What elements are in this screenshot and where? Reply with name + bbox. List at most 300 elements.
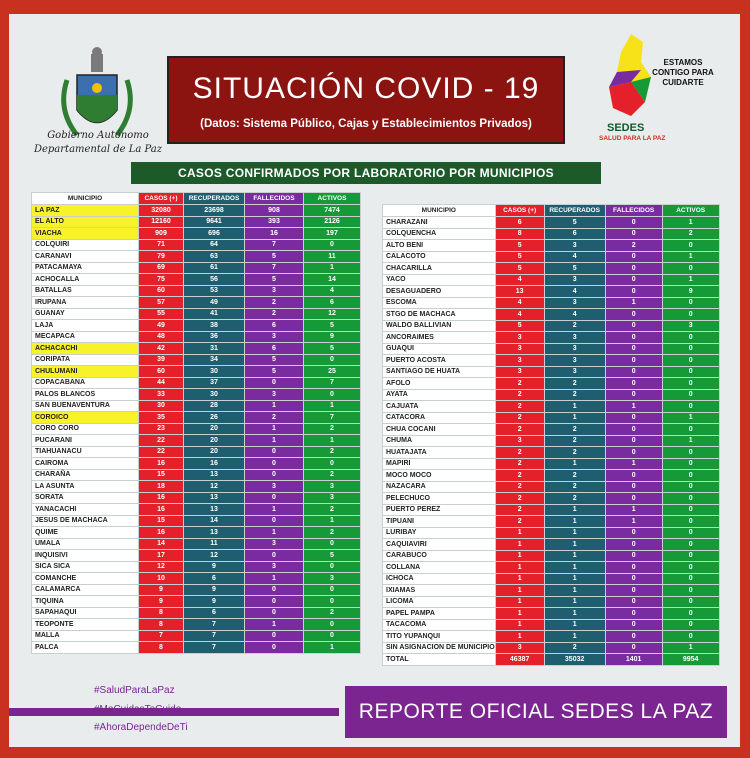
casos-cell: 3	[495, 642, 544, 654]
municipio-cell: LURIBAY	[383, 527, 496, 539]
casos-cell: 32080	[139, 205, 184, 217]
activos-cell: 0	[662, 493, 719, 505]
fallecidos-cell: 0	[245, 377, 304, 389]
municipio-cell: PALOS BLANCOS	[32, 389, 139, 401]
municipio-cell: HUATAJATA	[383, 447, 496, 459]
recuperados-cell: 5	[544, 217, 605, 229]
municipio-cell: QUIME	[32, 527, 139, 539]
section-title: CASOS CONFIRMADOS POR LABORATORIO POR MUNICIPIOS	[131, 162, 601, 184]
activos-cell: 1	[304, 435, 361, 447]
fallecidos-cell: 0	[245, 596, 304, 608]
table-row	[32, 343, 361, 355]
table-row	[383, 585, 720, 597]
municipio-cell: DESAGUADERO	[383, 286, 496, 298]
table-row	[383, 412, 720, 424]
table-row	[32, 515, 361, 527]
municipio-cell: TEOPONTE	[32, 619, 139, 631]
table-row	[383, 217, 720, 229]
municipio-cell: GUANAY	[32, 308, 139, 320]
fallecidos-cell: 1	[605, 504, 662, 516]
casos-cell: 8	[495, 228, 544, 240]
activos-cell: 0	[662, 516, 719, 528]
recuperados-cell: 3	[544, 355, 605, 367]
recuperados-cell: 1	[544, 573, 605, 585]
fallecidos-cell: 393	[245, 216, 304, 228]
casos-cell: 2	[495, 458, 544, 470]
recuperados-cell: 1	[544, 401, 605, 413]
table-row	[383, 274, 720, 286]
activos-cell: 1	[662, 642, 719, 654]
table-row	[383, 642, 720, 654]
recuperados-cell: 3	[544, 332, 605, 344]
activos-cell: 9954	[662, 654, 719, 666]
casos-cell: 16	[139, 527, 184, 539]
fallecidos-cell: 1	[245, 400, 304, 412]
activos-cell: 0	[662, 631, 719, 643]
casos-cell: 79	[139, 251, 184, 263]
casos-cell: 1	[495, 596, 544, 608]
table-row	[383, 447, 720, 459]
municipio-cell: COPACABANA	[32, 377, 139, 389]
fallecidos-cell: 2	[245, 412, 304, 424]
municipio-cell: CHACARILLA	[383, 263, 496, 275]
casos-cell: 22	[139, 446, 184, 458]
table-row	[383, 366, 720, 378]
casos-cell: 60	[139, 285, 184, 297]
fallecidos-cell: 0	[605, 596, 662, 608]
crest-caption-2: Departamental de La Paz	[33, 144, 163, 155]
municipio-cell: ACHACACHI	[32, 343, 139, 355]
activos-cell: 0	[662, 562, 719, 574]
recuperados-cell: 64	[184, 239, 245, 251]
recuperados-cell: 56	[184, 274, 245, 286]
activos-cell: 3	[304, 481, 361, 493]
recuperados-cell: 1	[544, 527, 605, 539]
recuperados-cell: 1	[544, 412, 605, 424]
municipio-cell: PUERTO ACOSTA	[383, 355, 496, 367]
recuperados-cell: 35032	[544, 654, 605, 666]
table-row	[383, 539, 720, 551]
fallecidos-cell: 0	[245, 630, 304, 642]
casos-cell: 2	[495, 412, 544, 424]
recuperados-cell: 7	[184, 642, 245, 654]
casos-cell: 7	[139, 630, 184, 642]
municipio-cell: YACO	[383, 274, 496, 286]
fallecidos-cell: 0	[605, 274, 662, 286]
municipio-cell: LA PAZ	[32, 205, 139, 217]
activos-cell: 1	[304, 262, 361, 274]
casos-cell: 3	[495, 435, 544, 447]
activos-cell: 1	[304, 400, 361, 412]
table-row	[32, 550, 361, 562]
activos-cell: 5	[304, 550, 361, 562]
fallecidos-cell: 6	[245, 320, 304, 332]
casos-cell: 23	[139, 423, 184, 435]
municipio-cell: LICOMA	[383, 596, 496, 608]
recuperados-cell: 6	[544, 228, 605, 240]
municipio-cell: STGO DE MACHACA	[383, 309, 496, 321]
casos-cell: 60	[139, 366, 184, 378]
recuperados-cell: 2	[544, 389, 605, 401]
recuperados-cell: 63	[184, 251, 245, 263]
table-row	[383, 251, 720, 263]
fallecidos-cell: 0	[605, 309, 662, 321]
table-row	[383, 343, 720, 355]
activos-cell: 2	[304, 423, 361, 435]
fallecidos-cell: 0	[605, 263, 662, 275]
recuperados-cell: 6	[184, 607, 245, 619]
casos-cell: 16	[139, 458, 184, 470]
municipio-cell: MAPIRI	[383, 458, 496, 470]
sedes-logo	[597, 32, 737, 152]
recuperados-cell: 5	[544, 263, 605, 275]
casos-cell: 39	[139, 354, 184, 366]
casos-cell: 9	[139, 584, 184, 596]
fallecidos-cell: 0	[605, 470, 662, 482]
recuperados-cell: 9	[184, 561, 245, 573]
table-row	[32, 239, 361, 251]
activos-cell: 0	[662, 619, 719, 631]
recuperados-cell: 2	[544, 424, 605, 436]
fallecidos-cell: 0	[605, 539, 662, 551]
municipio-cell: CAJUATA	[383, 401, 496, 413]
municipio-cell: CALACOTO	[383, 251, 496, 263]
municipio-cell: IXIAMAS	[383, 585, 496, 597]
table-row	[383, 608, 720, 620]
recuperados-cell: 1	[544, 585, 605, 597]
municipio-cell: UMALA	[32, 538, 139, 550]
activos-cell: 0	[662, 550, 719, 562]
table-row	[32, 251, 361, 263]
recuperados-cell: 3	[544, 366, 605, 378]
table-row	[32, 423, 361, 435]
municipio-cell: LAJA	[32, 320, 139, 332]
casos-cell: 2	[495, 401, 544, 413]
casos-cell: 4	[495, 297, 544, 309]
fallecidos-cell: 3	[245, 389, 304, 401]
table-row	[32, 458, 361, 470]
fallecidos-cell: 1	[245, 435, 304, 447]
casos-cell: 8	[139, 607, 184, 619]
casos-cell: 13	[495, 286, 544, 298]
municipio-cell: CAQUIAVIRI	[383, 539, 496, 551]
activos-cell: 0	[304, 538, 361, 550]
table-row	[383, 573, 720, 585]
table-row	[383, 297, 720, 309]
fallecidos-cell: 1	[245, 504, 304, 516]
left-table	[31, 192, 361, 654]
recuperados-cell: 12	[184, 481, 245, 493]
title-box	[167, 56, 565, 144]
recuperados-cell: 3	[544, 343, 605, 355]
recuperados-cell: 1	[544, 619, 605, 631]
municipio-cell: JESUS DE MACHACA	[32, 515, 139, 527]
casos-cell: 3	[495, 355, 544, 367]
fallecidos-cell: 0	[605, 217, 662, 229]
table-row	[32, 573, 361, 585]
casos-cell: 3	[495, 332, 544, 344]
recuperados-cell: 1	[544, 458, 605, 470]
fallecidos-cell: 0	[605, 332, 662, 344]
col-casos: CASOS (+)	[139, 193, 184, 205]
activos-cell: 1	[662, 274, 719, 286]
activos-cell: 0	[662, 309, 719, 321]
casos-cell: 42	[139, 343, 184, 355]
recuperados-cell: 2	[544, 470, 605, 482]
municipio-cell: TIQUINA	[32, 596, 139, 608]
fallecidos-cell: 2	[605, 240, 662, 252]
activos-cell: 0	[662, 424, 719, 436]
fallecidos-cell: 0	[605, 412, 662, 424]
fallecidos-cell: 1401	[605, 654, 662, 666]
col-municipio: MUNICIPIO	[32, 193, 139, 205]
recuperados-cell: 20	[184, 435, 245, 447]
activos-cell: 1	[662, 412, 719, 424]
casos-cell: 1	[495, 608, 544, 620]
col-activos: ACTIVOS	[304, 193, 361, 205]
table-row	[32, 274, 361, 286]
casos-cell: 44	[139, 377, 184, 389]
activos-cell: 0	[662, 504, 719, 516]
casos-cell: 14	[139, 538, 184, 550]
casos-cell: 46387	[495, 654, 544, 666]
logo-slogan: ESTAMOS CONTIGO PARA CUIDARTE	[652, 58, 714, 87]
casos-cell: 3	[495, 343, 544, 355]
table-row	[32, 607, 361, 619]
casos-cell: 1	[495, 585, 544, 597]
municipio-cell: IRUPANA	[32, 297, 139, 309]
municipio-cell: TOTAL	[383, 654, 496, 666]
recuperados-cell: 3	[544, 240, 605, 252]
fallecidos-cell: 1	[605, 516, 662, 528]
municipio-cell: PATACAMAYA	[32, 262, 139, 274]
municipio-cell: MOCO MOCO	[383, 470, 496, 482]
table-row	[383, 527, 720, 539]
activos-cell: 1	[662, 251, 719, 263]
casos-cell: 1	[495, 562, 544, 574]
recuperados-cell: 2	[544, 481, 605, 493]
table-row	[32, 205, 361, 217]
recuperados-cell: 2	[544, 447, 605, 459]
recuperados-cell: 7	[184, 619, 245, 631]
recuperados-cell: 2	[544, 320, 605, 332]
recuperados-cell: 3	[544, 297, 605, 309]
municipio-cell: CHARAÑA	[32, 469, 139, 481]
table-row	[32, 584, 361, 596]
activos-cell: 1	[662, 217, 719, 229]
casos-cell: 69	[139, 262, 184, 274]
fallecidos-cell: 5	[245, 354, 304, 366]
casos-cell: 18	[139, 481, 184, 493]
table-row	[32, 435, 361, 447]
fallecidos-cell: 0	[605, 320, 662, 332]
casos-cell: 5	[495, 240, 544, 252]
recuperados-cell: 2	[544, 642, 605, 654]
municipio-cell: INQUISIVI	[32, 550, 139, 562]
col-fallecidos: FALLECIDOS	[245, 193, 304, 205]
activos-cell: 0	[304, 596, 361, 608]
recuperados-cell: 14	[184, 515, 245, 527]
report-title: REPORTE OFICIAL SEDES LA PAZ	[345, 686, 727, 738]
fallecidos-cell: 0	[605, 573, 662, 585]
recuperados-cell: 2	[544, 493, 605, 505]
recuperados-cell: 9641	[184, 216, 245, 228]
casos-cell: 5	[495, 320, 544, 332]
casos-cell: 2	[495, 516, 544, 528]
activos-cell: 2	[304, 527, 361, 539]
municipio-cell: SAPAHAQUI	[32, 607, 139, 619]
municipio-cell: YANACACHI	[32, 504, 139, 516]
municipio-cell: COLQUENCHA	[383, 228, 496, 240]
fallecidos-cell: 3	[245, 561, 304, 573]
municipio-cell: TIAHUANACU	[32, 446, 139, 458]
table-row	[383, 596, 720, 608]
recuperados-cell: 1	[544, 539, 605, 551]
table-row	[32, 297, 361, 309]
municipio-cell: ACHOCALLA	[32, 274, 139, 286]
casos-cell: 5	[495, 251, 544, 263]
table-row	[32, 561, 361, 573]
recuperados-cell: 1	[544, 608, 605, 620]
page-title: SITUACIÓN COVID - 19	[192, 72, 540, 105]
casos-cell: 1	[495, 619, 544, 631]
casos-cell: 909	[139, 228, 184, 240]
activos-cell: 0	[304, 354, 361, 366]
hashtag-2: #MeCuidasTeCuido	[94, 704, 182, 715]
municipio-cell: SAN BUENAVENTURA	[32, 400, 139, 412]
recuperados-cell: 9	[184, 584, 245, 596]
fallecidos-cell: 2	[245, 297, 304, 309]
fallecidos-cell: 0	[245, 642, 304, 654]
casos-cell: 15	[139, 515, 184, 527]
activos-cell: 2	[304, 504, 361, 516]
fallecidos-cell: 3	[245, 538, 304, 550]
municipio-cell: CORO CORO	[32, 423, 139, 435]
municipio-cell: BATALLAS	[32, 285, 139, 297]
recuperados-cell: 1	[544, 562, 605, 574]
casos-cell: 6	[495, 217, 544, 229]
logo-name: SEDES	[607, 122, 645, 134]
municipio-cell: GUAQUI	[383, 343, 496, 355]
fallecidos-cell: 1	[245, 423, 304, 435]
fallecidos-cell: 3	[245, 285, 304, 297]
casos-cell: 75	[139, 274, 184, 286]
fallecidos-cell: 3	[245, 481, 304, 493]
activos-cell: 11	[304, 251, 361, 263]
activos-cell: 7	[304, 377, 361, 389]
recuperados-cell: 26	[184, 412, 245, 424]
casos-cell: 33	[139, 389, 184, 401]
activos-cell: 9	[662, 286, 719, 298]
activos-cell: 2	[304, 469, 361, 481]
fallecidos-cell: 1	[605, 297, 662, 309]
recuperados-cell: 11	[184, 538, 245, 550]
casos-cell: 49	[139, 320, 184, 332]
activos-cell: 0	[662, 332, 719, 344]
table-row	[32, 228, 361, 240]
table-row	[383, 435, 720, 447]
municipio-cell: CARANAVI	[32, 251, 139, 263]
fallecidos-cell: 0	[605, 228, 662, 240]
fallecidos-cell: 0	[605, 608, 662, 620]
fallecidos-cell: 0	[605, 562, 662, 574]
recuperados-cell: 13	[184, 504, 245, 516]
recuperados-cell: 4	[544, 309, 605, 321]
casos-cell: 8	[139, 642, 184, 654]
activos-cell: 12	[304, 308, 361, 320]
table-row	[32, 216, 361, 228]
activos-cell: 0	[304, 619, 361, 631]
activos-cell: 0	[304, 458, 361, 470]
municipio-cell: ALTO BENI	[383, 240, 496, 252]
municipio-cell: MALLA	[32, 630, 139, 642]
table-row	[383, 263, 720, 275]
casos-cell: 1	[495, 527, 544, 539]
recuperados-cell: 37	[184, 377, 245, 389]
activos-cell: 0	[662, 389, 719, 401]
table-row	[32, 320, 361, 332]
crest-caption: Gobierno Autónomo	[47, 130, 149, 141]
activos-cell: 0	[304, 239, 361, 251]
casos-cell: 2	[495, 504, 544, 516]
casos-cell: 4	[495, 309, 544, 321]
recuperados-cell: 9	[184, 596, 245, 608]
activos-cell: 197	[304, 228, 361, 240]
table-row	[383, 424, 720, 436]
recuperados-cell: 13	[184, 469, 245, 481]
table-row	[32, 446, 361, 458]
fallecidos-cell: 16	[245, 228, 304, 240]
recuperados-cell: 1	[544, 631, 605, 643]
fallecidos-cell: 1	[245, 527, 304, 539]
recuperados-cell: 30	[184, 366, 245, 378]
municipio-cell: AYATA	[383, 389, 496, 401]
fallecidos-cell: 0	[605, 619, 662, 631]
fallecidos-cell: 0	[605, 447, 662, 459]
table-row	[383, 320, 720, 332]
fallecidos-cell: 2	[245, 308, 304, 320]
table-row	[383, 631, 720, 643]
municipio-cell: SICA SICA	[32, 561, 139, 573]
municipio-cell: SIN ASIGNACION DE MUNICIPIO	[383, 642, 496, 654]
municipio-cell: PALCA	[32, 642, 139, 654]
table-row	[383, 550, 720, 562]
fallecidos-cell: 1	[245, 619, 304, 631]
municipio-cell: CHUA COCANI	[383, 424, 496, 436]
recuperados-cell: 20	[184, 423, 245, 435]
casos-cell: 22	[139, 435, 184, 447]
municipio-cell: CARABUCO	[383, 550, 496, 562]
casos-cell: 2	[495, 424, 544, 436]
activos-cell: 2126	[304, 216, 361, 228]
table-row	[383, 286, 720, 298]
municipio-cell: MECAPACA	[32, 331, 139, 343]
recuperados-cell: 49	[184, 297, 245, 309]
recuperados-cell: 31	[184, 343, 245, 355]
table-row	[32, 619, 361, 631]
casos-cell: 15	[139, 469, 184, 481]
municipio-cell: CATACORA	[383, 412, 496, 424]
fallecidos-cell: 1	[605, 458, 662, 470]
recuperados-cell: 12	[184, 550, 245, 562]
activos-cell: 1	[662, 435, 719, 447]
table-row	[32, 354, 361, 366]
table-row	[383, 562, 720, 574]
activos-cell: 0	[662, 447, 719, 459]
fallecidos-cell: 0	[245, 550, 304, 562]
recuperados-cell: 28	[184, 400, 245, 412]
municipio-cell: PUCARANI	[32, 435, 139, 447]
